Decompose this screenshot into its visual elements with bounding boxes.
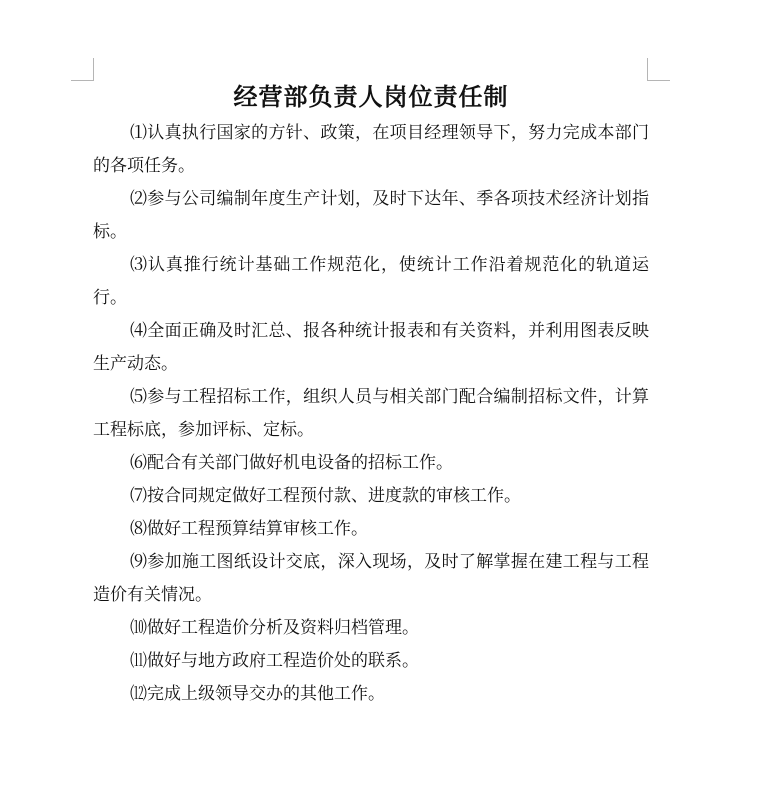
page-corner-mark-top-left — [71, 58, 94, 81]
list-item: ⑵参与公司编制年度生产计划，及时下达年、季各项技术经济计划指标。 — [93, 189, 649, 242]
list-item: ⑼参加施工图纸设计交底，深入现场，及时了解掌握在建工程与工程造价有关情况。 — [93, 552, 649, 605]
list-item: ⑸参与工程招标工作，组织人员与相关部门配合编制招标文件，计算工程标底，参加评标、定标。 — [93, 387, 649, 440]
document-page — [93, 80, 649, 711]
list-item: ⑴认真执行国家的方针、政策，在项目经理领导下，努力完成本部门的各项任务。 — [93, 123, 649, 176]
document-title: 经营部负责人岗位责任制 — [233, 82, 509, 111]
page-corner-mark-top-right — [647, 58, 670, 81]
list-item: ⑹配合有关部门做好机电设备的招标工作。 — [130, 453, 453, 473]
list-item: ⑻做好工程预算结算审核工作。 — [130, 519, 368, 539]
list-item: ⑽做好工程造价分析及资料归档管理。 — [130, 618, 419, 638]
list-item: ⑿完成上级领导交办的其他工作。 — [130, 684, 385, 704]
list-item: ⑾做好与地方政府工程造价处的联系。 — [130, 651, 419, 671]
list-item: ⑺按合同规定做好工程预付款、进度款的审核工作。 — [130, 486, 521, 506]
list-item: ⑶认真推行统计基础工作规范化，使统计工作沿着规范化的轨道运行。 — [93, 255, 649, 308]
list-item: ⑷全面正确及时汇总、报各种统计报表和有关资料，并利用图表反映生产动态。 — [93, 321, 649, 374]
